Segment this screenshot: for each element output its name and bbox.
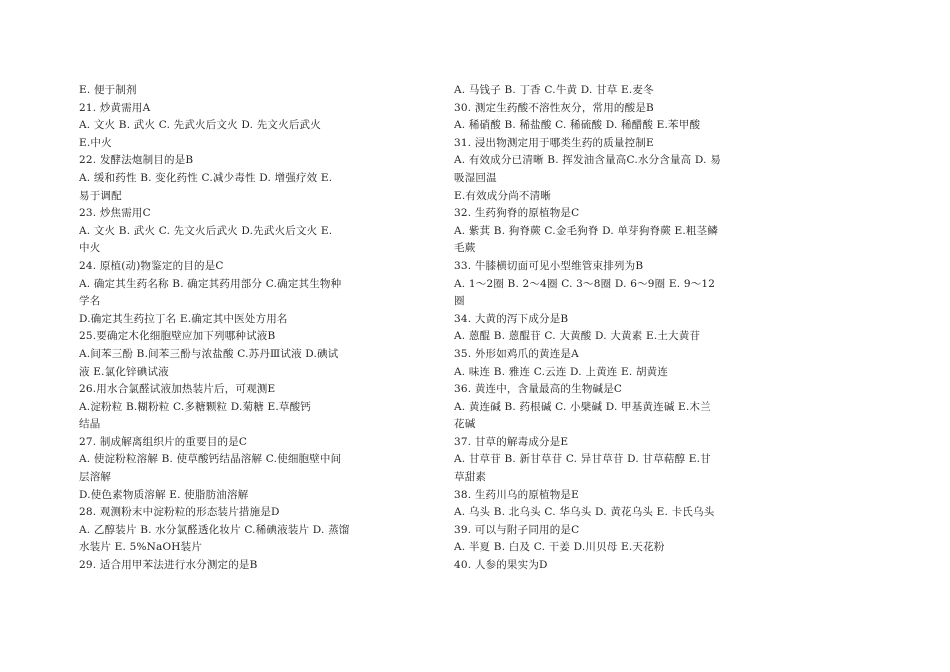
text-line: 22. 发酵法炮制目的是B <box>79 154 194 167</box>
text-line: 易于调配 <box>79 189 122 202</box>
text-line: E. 便于制剂 <box>79 84 137 96</box>
text-line: A. 稀硝酸 B. 稀盐酸 C. 稀硫酸 D. 稀醋酸 E.苯甲酸 <box>454 119 701 132</box>
text-line: 36. 黄连中，含量最高的生物碱是C <box>454 383 623 396</box>
text-line: 38. 生药川乌的原植物是E <box>454 488 580 501</box>
text-line: 31. 浸出物测定用于哪类生药的质量控制E <box>454 136 654 149</box>
text-line: A. 甘草苷 B. 新甘草苷 C. 异甘草苷 D. 甘草萜醇 E.甘 <box>454 453 711 466</box>
text-line: A. 确定其生药名称 B. 确定其药用部分 C.确定其生物种 <box>79 277 342 290</box>
text-line: A. 蒽醌 B. 蒽醌苷 C. 大黄酸 D. 大黄素 E.土大黄苷 <box>454 330 701 343</box>
text-line: A. 有效成分已清晰 B. 挥发油含量高C.水分含量高 D. 易 <box>454 154 721 167</box>
text-line: 28. 观测粉末中淀粉粒的形态装片措施是D <box>79 506 280 519</box>
text-line: E.有效成分尚不清晰 <box>454 189 552 202</box>
text-line: 26.用水合氯醛试液加热装片后，可观测E <box>79 383 276 396</box>
text-line: 25.要确定木化细胞壁应加下列哪种试液B <box>79 330 276 343</box>
text-line: 39. 可以与附子同用的是C <box>454 523 580 536</box>
text-line: A. 马钱子 B. 丁香 C.牛黄 D. 甘草 E.麦冬 <box>454 84 654 96</box>
text-line: 23. 炒焦需用C <box>79 207 151 220</box>
text-line: A. 半夏 B. 白及 C. 干姜 D.川贝母 E.天花粉 <box>454 541 665 554</box>
text-line: 中火 <box>79 242 101 255</box>
text-line: 37. 甘草的解毒成分是E <box>454 435 569 448</box>
text-line: 毛蕨 <box>454 242 476 255</box>
text-line: 圈 <box>454 295 465 308</box>
text-line: 30. 测定生药酸不溶性灰分，常用的酸是B <box>454 101 654 114</box>
text-line: E.中火 <box>79 136 112 149</box>
text-line: A. 味连 B. 雅连 C.云连 D. 上黄连 E. 胡黄连 <box>454 365 669 378</box>
text-line: 草甜素 <box>454 471 487 484</box>
text-line: A. 1～2圈 B. 2～4圈 C. 3～8圈 D. 6～9圈 E. 9～12 <box>454 277 716 290</box>
text-line: 29. 适合用甲苯法进行水分测定的是B <box>79 559 258 572</box>
text-line: A. 缓和药性 B. 变化药性 C.减少毒性 D. 增强疗效 E. <box>79 171 333 184</box>
text-line: 35. 外形如鸡爪的黄连是A <box>454 347 579 360</box>
text-line: 液 E.氯化锌碘试液 <box>79 365 169 378</box>
text-line: 24. 原植(动)物鉴定的目的是C <box>79 259 224 272</box>
text-line: A. 文火 B. 武火 C. 先文火后武火 D.先武火后文火 E. <box>79 224 333 237</box>
text-line: A. 文火 B. 武火 C. 先武火后文火 D. 先文火后武火 <box>79 119 321 132</box>
text-line: A. 黄连碱 B. 药根碱 C. 小檗碱 D. 甲基黄连碱 E.木兰 <box>454 400 711 413</box>
text-line: A. 乌头 B. 北乌头 C. 华乌头 D. 黄花乌头 E. 卡氏乌头 <box>454 506 715 519</box>
text-line: 结晶 <box>79 418 101 431</box>
text-line: A. 紫萁 B. 狗脊蕨 C.金毛狗脊 D. 单芽狗脊蕨 E.粗茎鳞 <box>454 224 719 237</box>
text-line: 学名 <box>79 295 101 308</box>
text-line: A.间苯三酚 B.间苯三酚与浓盐酸 C.苏丹Ⅲ试液 D.碘试 <box>79 347 339 360</box>
text-line: A. 乙醇装片 B. 水分氯醛透化妆片 C.稀碘液装片 D. 蒸馏 <box>79 523 350 536</box>
text-line: 40. 人参的果实为D <box>454 559 548 572</box>
text-line: A.淀粉粒 B.糊粉粒 C.多糖颗粒 D.菊糖 E.草酸钙 <box>79 400 312 413</box>
text-line: 33. 牛膝横切面可见小型维管束排列为B <box>454 259 644 272</box>
text-line: 吸湿回温 <box>454 171 497 184</box>
text-line: 花碱 <box>454 418 476 431</box>
text-line: D.使色素物质溶解 E. 使脂肪油溶解 <box>79 488 249 501</box>
text-line: 水装片 E. 5%NaOH装片 <box>79 541 203 554</box>
text-line: 32. 生药狗脊的原植物是C <box>454 207 580 220</box>
left-column <box>79 82 371 575</box>
text-line: 21. 炒黄需用A <box>79 101 151 114</box>
text-line: D.确定其生药拉丁名 E.确定其中医处方用名 <box>79 312 288 325</box>
right-column <box>454 82 746 575</box>
text-line: A. 使淀粉粒溶解 B. 使草酸钙结晶溶解 C.使细胞壁中间 <box>79 453 342 466</box>
text-line: 27. 制成解离组织片的重要目的是C <box>79 435 248 448</box>
text-line: 层溶解 <box>79 471 112 484</box>
text-line: 34. 大黄的泻下成分是B <box>454 312 569 325</box>
